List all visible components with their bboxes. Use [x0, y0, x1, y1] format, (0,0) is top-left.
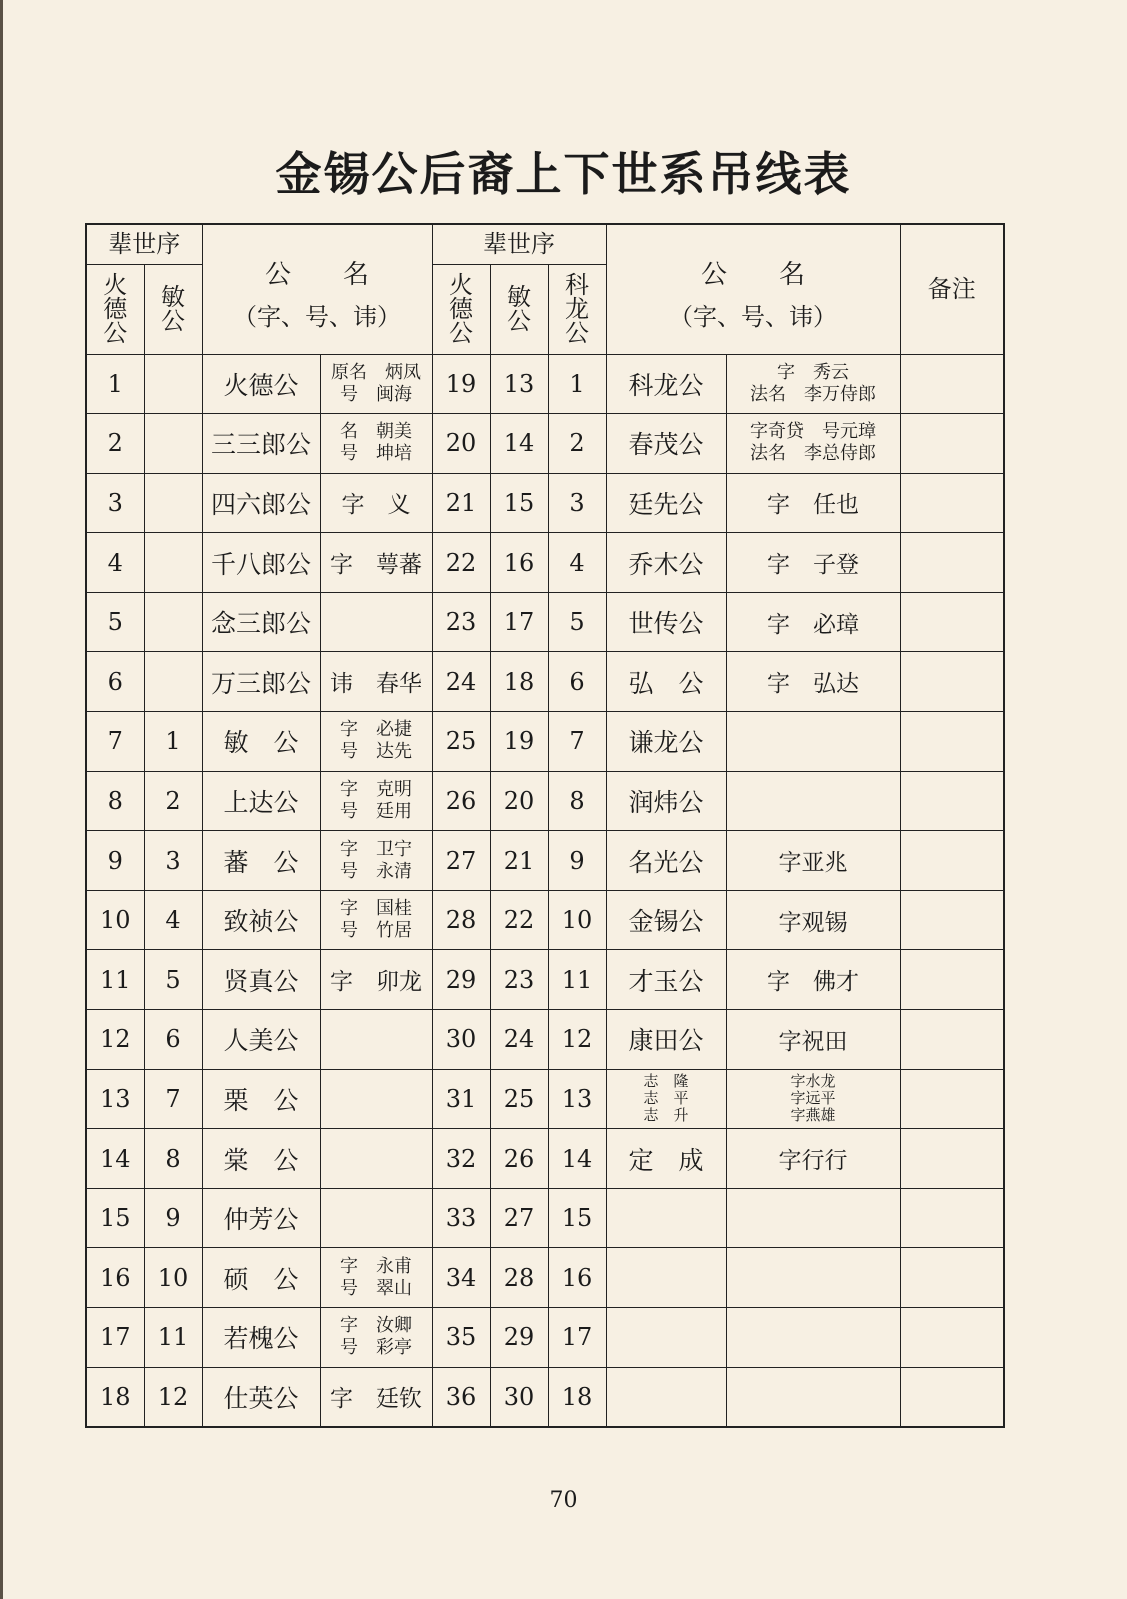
style-name-cell-line: 字水龙 [790, 1072, 836, 1091]
name-header-left [202, 224, 432, 354]
style-name-cell [320, 354, 432, 414]
style-name-cell-line: 法名 李万侍郎 [750, 383, 877, 405]
table-row [86, 1188, 1004, 1248]
style-name-cell [320, 712, 432, 772]
min-gen-cell: 14 [490, 414, 548, 474]
style-name-cell-line: 号 彩亭 [340, 1337, 412, 1359]
ancestor-name-cell: 谦龙公 [606, 712, 726, 772]
kelong-gen-cell: 6 [548, 652, 606, 712]
min-gen-cell: 28 [490, 1248, 548, 1308]
ancestor-name-cell-line: 志 平 [643, 1089, 689, 1108]
ancestor-name-cell: 世传公 [606, 592, 726, 652]
ancestor-name-cell: 定 成 [606, 1129, 726, 1189]
remarks-cell [900, 1308, 1004, 1368]
ancestor-name-cell: 万三郎公 [202, 652, 320, 712]
style-name-cell [320, 1010, 432, 1070]
min-gen-cell: 20 [490, 771, 548, 831]
huode-gen-cell: 2 [86, 414, 144, 474]
ancestor-name-cell: 硕 公 [202, 1248, 320, 1308]
style-name-cell-line: 字 秀云 [777, 361, 850, 383]
min-gen-cell: 2 [144, 771, 202, 831]
min-gen-cell: 16 [490, 533, 548, 593]
min-gen-cell: 15 [490, 473, 548, 533]
table-row [86, 1129, 1004, 1189]
style-name-cell [320, 592, 432, 652]
remarks-cell [900, 1367, 1004, 1427]
table-row [86, 473, 1004, 533]
style-name-cell-line: 字 必捷 [340, 719, 412, 741]
min-gen-cell: 24 [490, 1010, 548, 1070]
style-name-cell [726, 354, 900, 414]
style-name-cell-line: 号 竹居 [340, 920, 412, 942]
min-gen-cell: 29 [490, 1308, 548, 1368]
remarks-cell [900, 354, 1004, 414]
style-name-cell-line: 字 永甫 [340, 1255, 412, 1277]
page-number: 70 [549, 1488, 578, 1513]
name-header-label: 公 名 [264, 260, 369, 291]
remarks-header: 备注 [900, 224, 1004, 354]
table-row [86, 1010, 1004, 1070]
name-header-right [606, 224, 900, 354]
ancestor-name-cell: 若槐公 [202, 1308, 320, 1368]
huode-gen-cell: 26 [432, 771, 490, 831]
style-name-cell-line: 号 闽海 [340, 383, 412, 405]
style-name-cell: 字 必璋 [726, 592, 900, 652]
ancestor-name-cell: 贤真公 [202, 950, 320, 1010]
huode-gen-cell: 28 [432, 890, 490, 950]
remarks-cell [900, 712, 1004, 772]
min-gen-cell [144, 533, 202, 593]
kelong-gen-cell: 4 [548, 533, 606, 593]
huode-gen-cell: 14 [86, 1129, 144, 1189]
name-header-sub: （字、号、讳） [669, 303, 838, 332]
huode-gen-cell: 33 [432, 1188, 490, 1248]
min-gen-cell [144, 592, 202, 652]
min-gen-cell: 23 [490, 950, 548, 1010]
remarks-cell [900, 950, 1004, 1010]
table-row [86, 1069, 1004, 1129]
remarks-cell [900, 1188, 1004, 1248]
style-name-cell [726, 1188, 900, 1248]
min-gen-cell: 12 [144, 1367, 202, 1427]
ancestor-name-cell: 致祯公 [202, 890, 320, 950]
col-min-header: 敏公 [490, 264, 548, 354]
style-name-cell [726, 1367, 900, 1427]
table-row [86, 1367, 1004, 1427]
ancestor-name-cell: 仲芳公 [202, 1188, 320, 1248]
ancestor-name-cell: 蕃 公 [202, 831, 320, 891]
page-edge [0, 0, 3, 1599]
header-row-1 [86, 224, 1004, 264]
remarks-cell [900, 831, 1004, 891]
style-name-cell: 字 子登 [726, 533, 900, 593]
table-row [86, 1248, 1004, 1308]
col-kelong-header: 科龙公 [548, 264, 606, 354]
min-gen-cell: 6 [144, 1010, 202, 1070]
style-name-cell [726, 1248, 900, 1308]
remarks-cell [900, 652, 1004, 712]
ancestor-name-cell: 上达公 [202, 771, 320, 831]
style-name-cell-line: 原名 炳凤 [331, 361, 421, 383]
style-name-cell: 字 卯龙 [320, 950, 432, 1010]
ancestor-name-cell: 敏 公 [202, 712, 320, 772]
style-name-cell [320, 1069, 432, 1129]
huode-gen-cell: 20 [432, 414, 490, 474]
style-name-cell-line: 号 永清 [340, 860, 412, 882]
ancestor-name-cell: 科龙公 [606, 354, 726, 414]
huode-gen-cell: 21 [432, 473, 490, 533]
style-name-cell: 字 任也 [726, 473, 900, 533]
huode-gen-cell: 34 [432, 1248, 490, 1308]
kelong-gen-cell: 12 [548, 1010, 606, 1070]
style-name-cell-line: 号 坤培 [340, 443, 412, 465]
ancestor-name-cell: 千八郎公 [202, 533, 320, 593]
style-name-cell-line: 字燕雄 [790, 1106, 836, 1125]
ancestor-name-cell: 乔木公 [606, 533, 726, 593]
huode-gen-cell: 6 [86, 652, 144, 712]
min-gen-cell: 4 [144, 890, 202, 950]
min-gen-cell [144, 652, 202, 712]
style-name-cell: 讳 春华 [320, 652, 432, 712]
remarks-cell [900, 1010, 1004, 1070]
ancestor-name-cell [606, 1367, 726, 1427]
style-name-cell [320, 1308, 432, 1368]
remarks-cell [900, 1069, 1004, 1129]
min-gen-cell: 27 [490, 1188, 548, 1248]
style-name-cell-line: 名 朝美 [340, 421, 412, 443]
huode-gen-cell: 7 [86, 712, 144, 772]
min-gen-cell: 22 [490, 890, 548, 950]
min-gen-cell [144, 354, 202, 414]
style-name-cell: 字祝田 [726, 1010, 900, 1070]
min-gen-cell [144, 473, 202, 533]
huode-gen-cell: 24 [432, 652, 490, 712]
table-row [86, 592, 1004, 652]
col-huode-header: 火德公 [86, 264, 144, 354]
table-row [86, 950, 1004, 1010]
style-name-cell: 字亚兆 [726, 831, 900, 891]
style-name-cell-line: 号 廷用 [340, 800, 412, 822]
table-row [86, 831, 1004, 891]
table-row [86, 1308, 1004, 1368]
ancestor-name-cell: 火德公 [202, 354, 320, 414]
remarks-cell [900, 533, 1004, 593]
kelong-gen-cell: 2 [548, 414, 606, 474]
min-gen-cell: 11 [144, 1308, 202, 1368]
ancestor-name-cell: 才玉公 [606, 950, 726, 1010]
ancestor-name-cell: 弘 公 [606, 652, 726, 712]
remarks-cell [900, 414, 1004, 474]
min-gen-cell: 30 [490, 1367, 548, 1427]
style-name-cell-line: 号 翠山 [340, 1277, 412, 1299]
ancestor-name-cell: 廷先公 [606, 473, 726, 533]
remarks-cell [900, 1248, 1004, 1308]
style-name-cell: 字 佛才 [726, 950, 900, 1010]
kelong-gen-cell: 14 [548, 1129, 606, 1189]
remarks-cell [900, 890, 1004, 950]
huode-gen-cell: 15 [86, 1188, 144, 1248]
ancestor-name-cell: 名光公 [606, 831, 726, 891]
huode-gen-cell: 27 [432, 831, 490, 891]
min-gen-cell [144, 414, 202, 474]
ancestor-name-cell: 润炜公 [606, 771, 726, 831]
style-name-cell-line: 字奇贷 号元璋 [750, 421, 877, 443]
style-name-cell: 字行行 [726, 1129, 900, 1189]
min-gen-cell: 26 [490, 1129, 548, 1189]
kelong-gen-cell: 3 [548, 473, 606, 533]
huode-gen-cell: 18 [86, 1367, 144, 1427]
style-name-cell: 字 廷钦 [320, 1367, 432, 1427]
kelong-gen-cell: 10 [548, 890, 606, 950]
huode-gen-cell: 19 [432, 354, 490, 414]
min-gen-cell: 5 [144, 950, 202, 1010]
kelong-gen-cell: 1 [548, 354, 606, 414]
table-row [86, 712, 1004, 772]
huode-gen-cell: 16 [86, 1248, 144, 1308]
style-name-cell-line: 字 卫宁 [340, 838, 412, 860]
style-name-cell: 字观锡 [726, 890, 900, 950]
ancestor-name-cell [606, 1188, 726, 1248]
ancestor-name-cell: 念三郎公 [202, 592, 320, 652]
remarks-cell [900, 473, 1004, 533]
page-title: 金锡公后裔上下世系吊线表 [275, 147, 852, 201]
style-name-cell [320, 414, 432, 474]
ancestor-name-cell [606, 1308, 726, 1368]
gen-order-header-left: 辈世序 [86, 224, 202, 264]
huode-gen-cell: 10 [86, 890, 144, 950]
min-gen-cell: 13 [490, 354, 548, 414]
style-name-cell [726, 1069, 900, 1129]
kelong-gen-cell: 5 [548, 592, 606, 652]
min-gen-cell: 3 [144, 831, 202, 891]
table-row [86, 414, 1004, 474]
style-name-cell-line: 字 国桂 [340, 898, 412, 920]
huode-gen-cell: 17 [86, 1308, 144, 1368]
ancestor-name-cell: 康田公 [606, 1010, 726, 1070]
min-gen-cell: 8 [144, 1129, 202, 1189]
lineage-table [85, 223, 1005, 1428]
gen-order-header-right: 辈世序 [432, 224, 606, 264]
style-name-cell-line: 号 达先 [340, 741, 412, 763]
huode-gen-cell: 4 [86, 533, 144, 593]
remarks-cell [900, 592, 1004, 652]
min-gen-cell: 1 [144, 712, 202, 772]
style-name-cell [726, 1308, 900, 1368]
min-gen-cell: 17 [490, 592, 548, 652]
ancestor-name-cell: 栗 公 [202, 1069, 320, 1129]
huode-gen-cell: 23 [432, 592, 490, 652]
kelong-gen-cell: 18 [548, 1367, 606, 1427]
table-row [86, 533, 1004, 593]
min-gen-cell: 7 [144, 1069, 202, 1129]
huode-gen-cell: 35 [432, 1308, 490, 1368]
ancestor-name-cell: 人美公 [202, 1010, 320, 1070]
huode-gen-cell: 9 [86, 831, 144, 891]
huode-gen-cell: 32 [432, 1129, 490, 1189]
ancestor-name-cell-line: 志 升 [643, 1106, 689, 1125]
style-name-cell [320, 1129, 432, 1189]
style-name-cell-line: 字 克明 [340, 778, 412, 800]
style-name-cell: 字 弘达 [726, 652, 900, 712]
huode-gen-cell: 13 [86, 1069, 144, 1129]
style-name-cell: 字 义 [320, 473, 432, 533]
kelong-gen-cell: 16 [548, 1248, 606, 1308]
ancestor-name-cell: 金锡公 [606, 890, 726, 950]
style-name-cell [320, 1248, 432, 1308]
name-header-label: 公 名 [701, 260, 806, 291]
ancestor-name-cell-line: 志 隆 [643, 1072, 689, 1091]
style-name-cell-line: 字远平 [790, 1089, 836, 1108]
huode-gen-cell: 5 [86, 592, 144, 652]
style-name-cell-line: 字 汝卿 [340, 1315, 412, 1337]
min-gen-cell: 10 [144, 1248, 202, 1308]
kelong-gen-cell: 11 [548, 950, 606, 1010]
huode-gen-cell: 8 [86, 771, 144, 831]
kelong-gen-cell: 13 [548, 1069, 606, 1129]
col-min-header: 敏公 [144, 264, 202, 354]
kelong-gen-cell: 7 [548, 712, 606, 772]
kelong-gen-cell: 8 [548, 771, 606, 831]
table-row [86, 652, 1004, 712]
min-gen-cell: 19 [490, 712, 548, 772]
huode-gen-cell: 36 [432, 1367, 490, 1427]
min-gen-cell: 25 [490, 1069, 548, 1129]
col-huode-header: 火德公 [432, 264, 490, 354]
huode-gen-cell: 30 [432, 1010, 490, 1070]
ancestor-name-cell [606, 1248, 726, 1308]
huode-gen-cell: 12 [86, 1010, 144, 1070]
style-name-cell [726, 414, 900, 474]
style-name-cell [320, 1188, 432, 1248]
ancestor-name-cell [606, 1069, 726, 1129]
min-gen-cell: 21 [490, 831, 548, 891]
huode-gen-cell: 11 [86, 950, 144, 1010]
huode-gen-cell: 1 [86, 354, 144, 414]
huode-gen-cell: 22 [432, 533, 490, 593]
ancestor-name-cell: 四六郎公 [202, 473, 320, 533]
ancestor-name-cell: 棠 公 [202, 1129, 320, 1189]
min-gen-cell: 9 [144, 1188, 202, 1248]
huode-gen-cell: 25 [432, 712, 490, 772]
name-header-sub: （字、号、讳） [233, 303, 401, 332]
ancestor-name-cell: 春茂公 [606, 414, 726, 474]
style-name-cell [726, 712, 900, 772]
table-row [86, 354, 1004, 414]
remarks-cell [900, 771, 1004, 831]
huode-gen-cell: 31 [432, 1069, 490, 1129]
remarks-cell [900, 1129, 1004, 1189]
kelong-gen-cell: 15 [548, 1188, 606, 1248]
ancestor-name-cell: 三三郎公 [202, 414, 320, 474]
kelong-gen-cell: 17 [548, 1308, 606, 1368]
kelong-gen-cell: 9 [548, 831, 606, 891]
style-name-cell-line: 法名 李总侍郎 [750, 443, 877, 465]
table-row [86, 771, 1004, 831]
table-row [86, 890, 1004, 950]
style-name-cell [726, 771, 900, 831]
style-name-cell [320, 890, 432, 950]
huode-gen-cell: 29 [432, 950, 490, 1010]
style-name-cell [320, 771, 432, 831]
huode-gen-cell: 3 [86, 473, 144, 533]
ancestor-name-cell: 仕英公 [202, 1367, 320, 1427]
min-gen-cell: 18 [490, 652, 548, 712]
style-name-cell: 字 萼蕃 [320, 533, 432, 593]
style-name-cell [320, 831, 432, 891]
